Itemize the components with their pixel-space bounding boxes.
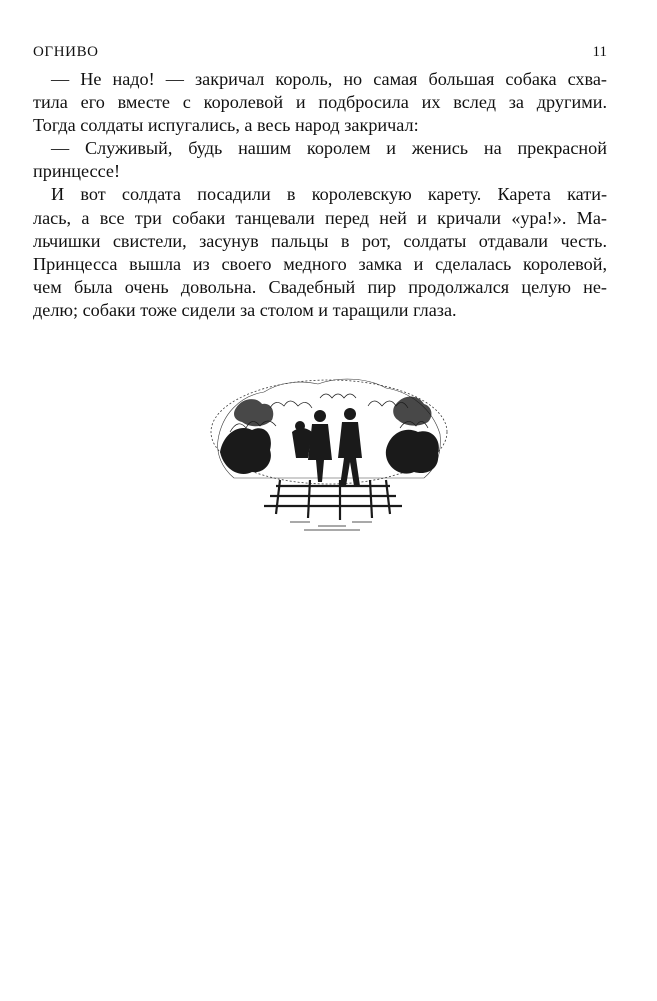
text-line: чем была очень довольна. Свадебный пир продолжался целую не-: [33, 276, 607, 297]
running-title: ОГНИВО: [33, 44, 99, 60]
text-line: тила его вместе с королевой и подбросила их вслед за другими.: [33, 92, 607, 113]
vignette-left-foliage: [220, 399, 273, 474]
body-text: [33, 68, 607, 322]
text-line: Принцесса вышла из своего медного замка и сделалась королевой,: [33, 253, 607, 274]
text-line: принцессе!: [33, 161, 121, 182]
page-number: 11: [592, 44, 607, 60]
vignette-figures: [292, 408, 362, 486]
vignette-ground-hatching: [290, 522, 372, 530]
text-line: И вот солдата посадили в королевскую карету. Карета кати-: [51, 184, 607, 205]
vignette-right-foliage: [386, 397, 439, 474]
running-header: [33, 40, 607, 64]
text-line: Тогда солдаты испугались, а весь народ закричал:: [33, 115, 419, 136]
vignette-fence: [264, 480, 402, 520]
text-line: делю; собаки тоже сидели за столом и таращили глаза.: [33, 299, 457, 320]
text-line: льчишки свистели, засунув пальцы в рот, солдаты отдавали честь.: [33, 230, 607, 251]
text-line: — Служивый, будь нашим королем и женись на прекрасной: [51, 138, 607, 159]
text-line: лась, а все три собаки танцевали перед ней и кричали «ура!». Ма-: [33, 207, 607, 228]
vignette-illustration: [200, 362, 458, 534]
text-line: — Не надо! — закричал король, но самая большая собака схва-: [51, 69, 607, 89]
